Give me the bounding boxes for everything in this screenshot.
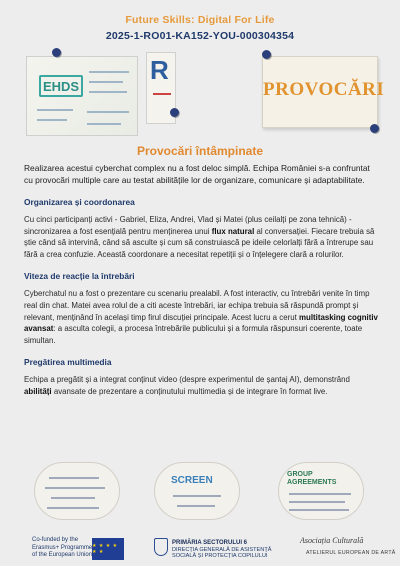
workshop-photo-right <box>278 462 364 520</box>
reaction-speed-paragraph <box>24 288 378 347</box>
photo-line <box>289 493 351 495</box>
poster-mark <box>153 93 171 95</box>
bottom-photo-row <box>0 462 400 520</box>
subheading-reaction-speed: Viteza de reacție la întrebări <box>24 271 135 281</box>
paragraph-text: Cyberchatul nu a fost o prezentare cu scenariu prealabil. A fost interactiv, cu întrebări venite în timp real din chat. Matei avea rolul de a citi aceste întrebări, iar echipa trebuia să răspundă prompt și relevant, menținând în același timp firul discuției principale. Acest lucru a cerut <box>24 289 370 322</box>
photo-line <box>51 497 95 499</box>
intro-paragraph: Realizarea acestui cyberchat complex nu a fost deloc simplă. Echipa României s-a confruntat cu provocări multiple care au testat abilitățile lor de organizare, comunicare și adaptabilitate. <box>24 163 370 186</box>
ehds-label: EHDS <box>39 75 83 97</box>
poster-scribble <box>37 119 67 121</box>
pushpin-icon <box>170 108 179 117</box>
photo-line <box>289 501 345 503</box>
eu-stars-icon: ★ ★ ★ ★ ★ ★ <box>92 543 118 555</box>
pushpin-icon <box>262 50 271 59</box>
page-header <box>0 0 400 42</box>
section-heading: Provocări întâmpinate <box>136 144 264 158</box>
subheading-organization: Organizarea și coordonarea <box>24 196 135 207</box>
paragraph-text: al conversației. Fiecare trebuia să știe când să intervină, când să asculte și cum să construiască pe ideile celorlalți fără a întrerupe sau fără a crea confuzie. Această coordonare a necesitat repetiții și o înțelegere clară a rolurilor. <box>24 226 375 260</box>
paragraph-text: : a asculta colegii, a procesa întrebările publicului și a formula răspunsuri coerente, toate simultan. <box>24 324 363 346</box>
sector6-subtitle: DIRECȚIA GENERALĂ DE ASISTENȚĂ <box>172 546 272 553</box>
multimedia-paragraph <box>24 374 378 398</box>
photo-line <box>49 477 99 479</box>
ehds-poster-photo <box>26 56 138 136</box>
photo-line <box>173 495 221 497</box>
photo-line <box>177 505 215 507</box>
eu-flag-icon <box>92 538 124 560</box>
photo-line <box>45 487 105 489</box>
pushpin-icon <box>52 48 61 57</box>
poster-scribble <box>87 111 129 113</box>
photo-line <box>47 507 99 509</box>
poster-scribble <box>89 71 129 73</box>
workshop-photo-left <box>34 462 120 520</box>
emphasis-text: flux natural <box>211 226 255 236</box>
cofunding-line: Co-funded by the <box>32 537 79 543</box>
erasmus-cofunding-text <box>32 537 92 560</box>
sector6-logo-text <box>172 540 271 560</box>
poster-scribble <box>37 109 73 111</box>
project-code: 2025-1-RO01-KA152-YOU-000304354 <box>105 30 295 42</box>
paragraph-text: Echipa a pregătit și a integrat conținut video (despre experimentul de șantaj AI), demonstrând <box>24 374 350 384</box>
organization-paragraph <box>24 214 378 261</box>
sector6-crest-icon <box>154 538 168 556</box>
subheading-multimedia: Pregătirea multimedia <box>24 356 112 367</box>
cultural-association-signature: Asociația Culturală <box>300 536 364 545</box>
photo-line <box>289 509 349 511</box>
group-agreements-label: GROUP AGREEMENTS <box>287 471 337 486</box>
screen-label: SCREEN <box>171 475 213 486</box>
workshop-photo-middle <box>154 462 240 520</box>
paragraph-text: avansate de prezentare a conținutului multimedia și de integrare în format live. <box>51 386 328 396</box>
poster-scribble <box>87 123 121 125</box>
sector6-subtitle: SOCIALĂ ȘI PROTECȚIA COPILULUI <box>172 553 268 560</box>
emphasis-text: multitasking cognitiv avansat <box>24 312 378 334</box>
provocari-note <box>262 56 385 128</box>
provocari-word: PROVOCĂRI <box>263 79 385 100</box>
paragraph-text: Cu cinci participanți activi - Gabriel, Eliza, Andrei, Vlad și Matei (plus ceilalți pe zona tehnică) - sincronizarea a fost esențială pentru menținerea unui <box>24 214 352 236</box>
top-photo-row <box>0 50 400 142</box>
cultural-association-subtitle: ATELIERUL EUROPEAN DE ARTĂ <box>306 550 396 556</box>
pushpin-icon <box>370 124 379 133</box>
cofunding-line: of the European Union <box>32 552 93 559</box>
poster-letter: R <box>150 55 169 85</box>
project-title: Future Skills: Digital For Life <box>125 14 275 26</box>
footer-logos <box>0 528 400 566</box>
emphasis-text: abilități <box>24 386 52 396</box>
cofunding-line: Erasmus+ Programme <box>32 544 93 551</box>
poster-scribble <box>89 81 123 83</box>
poster-scribble <box>89 91 127 93</box>
sector6-title: PRIMĂRIA SECTORULUI 6 <box>172 540 248 546</box>
